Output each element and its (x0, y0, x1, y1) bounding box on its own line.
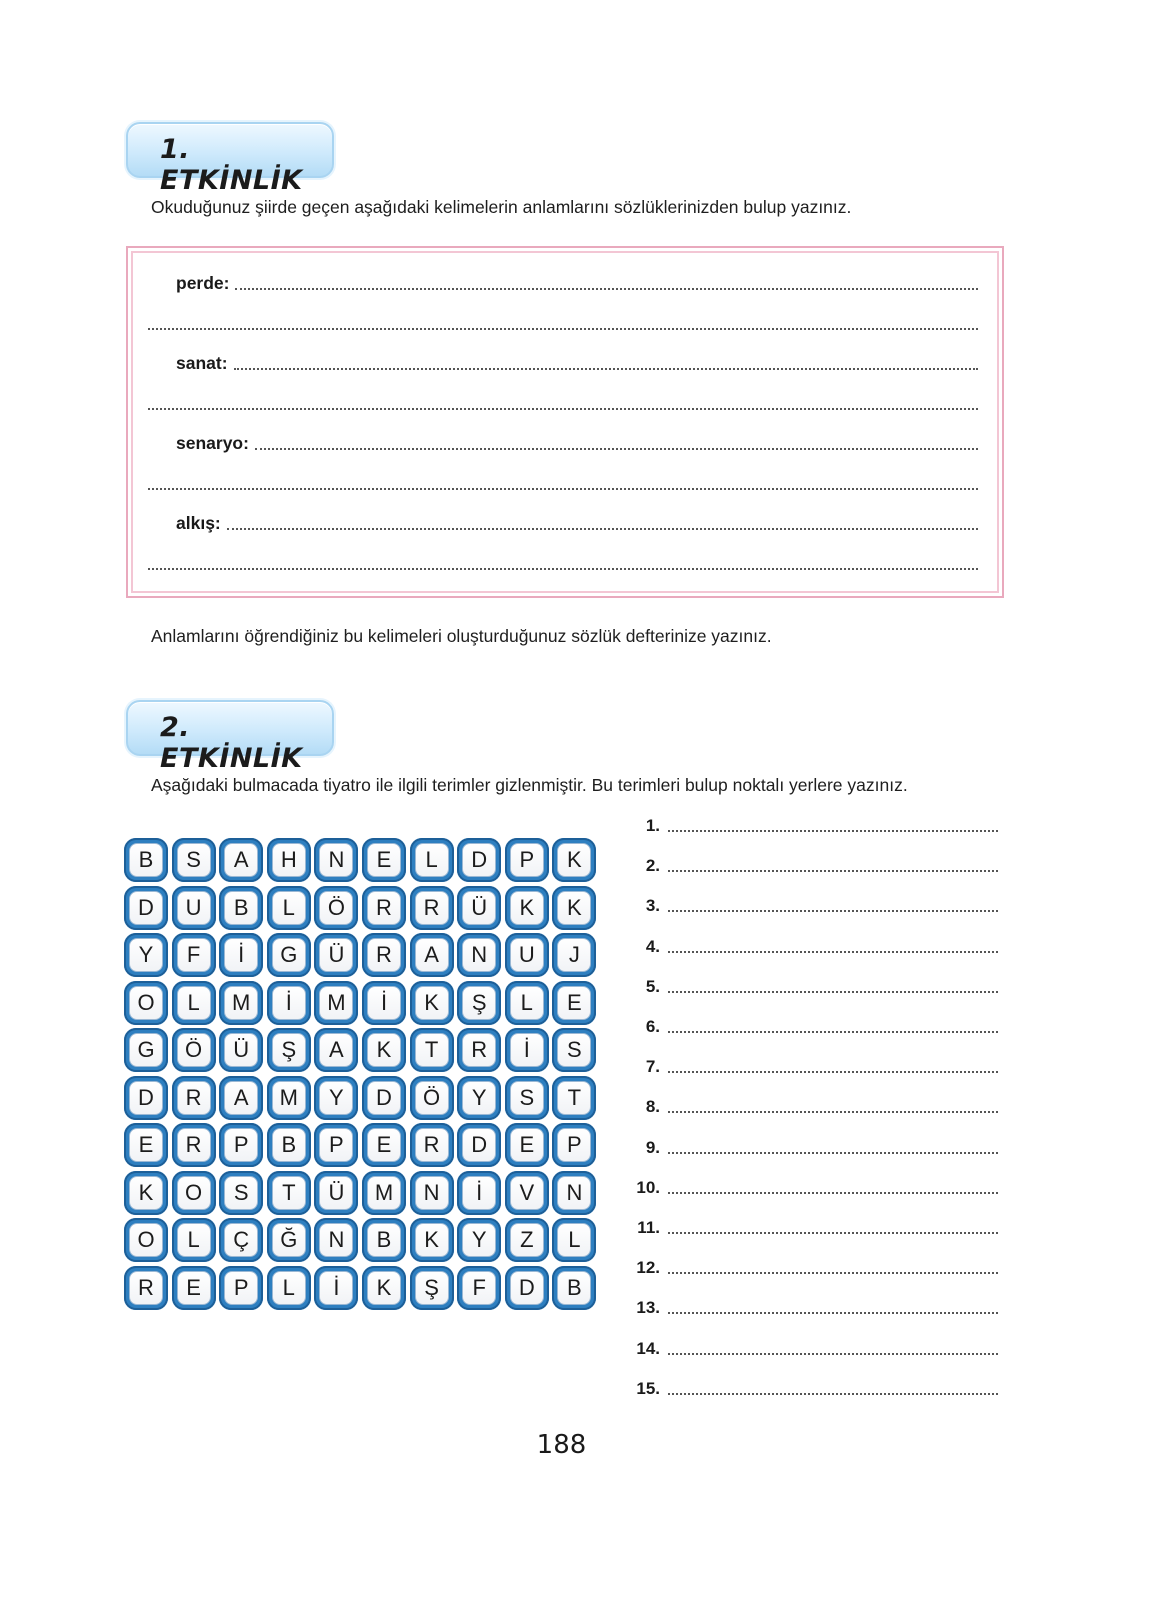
letter: Ş (415, 1271, 449, 1305)
letter-tile[interactable] (552, 1266, 596, 1310)
definition-line-continued[interactable] (148, 392, 978, 414)
letter: K (415, 1223, 449, 1257)
letter: R (177, 1128, 211, 1162)
dotted-line (668, 1152, 998, 1154)
dotted-line (235, 288, 978, 290)
answer-number: 14. (636, 1338, 660, 1358)
letter-tile[interactable] (457, 1028, 501, 1072)
answer-number: 11. (637, 1218, 660, 1237)
letter: G (272, 938, 306, 972)
letter-tile[interactable] (362, 981, 406, 1025)
letter: B (557, 1271, 591, 1305)
letter-tile[interactable] (219, 838, 263, 882)
letter: E (129, 1128, 163, 1162)
letter: V (510, 1176, 544, 1210)
letter-tile[interactable] (362, 1266, 406, 1310)
letter-tile[interactable] (314, 1218, 358, 1262)
dotted-line (227, 528, 978, 530)
activity-1-title: 1. ETKİNLİK (160, 134, 303, 196)
dotted-line (255, 448, 978, 450)
letter: İ (272, 986, 306, 1020)
letter-tile[interactable] (552, 838, 596, 882)
letter-tile[interactable] (457, 981, 501, 1025)
letter: K (367, 1271, 401, 1305)
answer-line[interactable] (626, 1335, 998, 1359)
answer-line[interactable] (626, 1375, 998, 1399)
dotted-line (668, 1393, 998, 1395)
letter-tile[interactable] (457, 1171, 501, 1215)
answer-line[interactable] (626, 1254, 998, 1278)
letter: P (224, 1128, 258, 1162)
letter-tile[interactable] (552, 1123, 596, 1167)
letter: H (272, 843, 306, 877)
letter-tile[interactable] (124, 1123, 168, 1167)
letter: D (367, 1081, 401, 1115)
letter-tile[interactable] (410, 981, 454, 1025)
letter: T (272, 1176, 306, 1210)
letter: M (224, 986, 258, 1020)
letter: K (415, 986, 449, 1020)
letter: K (510, 891, 544, 925)
definition-line-continued[interactable] (148, 472, 978, 494)
letter: L (510, 986, 544, 1020)
letter: T (415, 1033, 449, 1067)
answer-number: 8. (645, 1097, 660, 1117)
letter: Ü (224, 1033, 258, 1067)
letter: D (462, 843, 496, 877)
definitions-box (126, 246, 1004, 598)
letter-tile[interactable] (172, 838, 216, 882)
letter: Ü (319, 938, 353, 972)
dotted-line (148, 408, 978, 410)
dotted-line (148, 488, 978, 490)
activity-2-title: 2. ETKİNLİK (160, 712, 303, 774)
letter-tile[interactable] (410, 838, 454, 882)
letter: R (367, 938, 401, 972)
answer-line[interactable] (626, 933, 998, 957)
dotted-line (148, 568, 978, 570)
letter-tile[interactable] (267, 886, 311, 930)
letter: N (319, 843, 353, 877)
letter: M (367, 1176, 401, 1210)
answer-line[interactable] (626, 973, 998, 997)
letter: P (557, 1128, 591, 1162)
letter: L (557, 1223, 591, 1257)
dotted-line (668, 910, 998, 912)
letter-tile[interactable] (314, 981, 358, 1025)
letter-tile[interactable] (505, 933, 549, 977)
activity-2-instruction: Aşağıdaki bulmacada tiyatro ile ilgili terimler gizlenmiştir. Bu terimleri bulup noktalı yerlere yazınız. (151, 775, 908, 795)
letter-tile[interactable] (267, 1171, 311, 1215)
letter: O (129, 986, 163, 1020)
letter-tile[interactable] (219, 1218, 263, 1262)
letter-tile[interactable] (552, 981, 596, 1025)
definition-line-senaryo[interactable] (176, 432, 978, 454)
letter-tile[interactable] (410, 1123, 454, 1167)
letter-tile[interactable] (505, 1028, 549, 1072)
letter: Y (462, 1223, 496, 1257)
answer-number: 10. (636, 1177, 660, 1197)
letter-tile[interactable] (124, 1171, 168, 1215)
answer-line[interactable] (626, 1174, 998, 1198)
letter: A (319, 1033, 353, 1067)
letter-tile[interactable] (457, 1123, 501, 1167)
dotted-line (668, 951, 998, 953)
word-label: perde: (176, 273, 230, 293)
answer-line[interactable] (626, 892, 998, 916)
answer-number: 9. (645, 1137, 660, 1157)
letter-tile[interactable] (314, 1171, 358, 1215)
dotted-line (668, 1111, 998, 1113)
letter-tile[interactable] (314, 933, 358, 977)
letter-tile[interactable] (219, 886, 263, 930)
letter-tile[interactable] (267, 1028, 311, 1072)
word-label: alkış: (176, 513, 221, 533)
activity-1-footer: Anlamlarını öğrendiğiniz bu kelimeleri oluşturduğunuz sözlük defterinize yazınız. (151, 626, 772, 646)
letter: M (319, 986, 353, 1020)
letter-tile[interactable] (219, 1123, 263, 1167)
letter: Ş (272, 1033, 306, 1067)
letter-tile[interactable] (552, 933, 596, 977)
answer-number: 12. (636, 1258, 660, 1278)
letter: F (177, 938, 211, 972)
letter-tile[interactable] (410, 1266, 454, 1310)
dotted-line (668, 991, 998, 993)
answer-number: 1. (645, 816, 660, 835)
dotted-line (668, 1192, 998, 1194)
letter-tile[interactable] (172, 1266, 216, 1310)
letter-tile[interactable] (267, 838, 311, 882)
activity-1-instruction: Okuduğunuz şiirde geçen aşağıdaki kelimelerin anlamlarını sözlüklerinizden bulup yazınız. (151, 197, 852, 217)
letter: P (224, 1271, 258, 1305)
letter-tile[interactable] (362, 1123, 406, 1167)
letter-tile[interactable] (362, 838, 406, 882)
letter: K (557, 843, 591, 877)
letter: E (557, 986, 591, 1020)
letter-tile[interactable] (172, 1028, 216, 1072)
letter: B (129, 843, 163, 877)
letter-tile[interactable] (124, 1218, 168, 1262)
answer-line[interactable] (626, 1134, 998, 1158)
letter-tile[interactable] (172, 886, 216, 930)
letter-tile[interactable] (552, 1171, 596, 1215)
letter-tile[interactable] (124, 981, 168, 1025)
letter-tile[interactable] (314, 838, 358, 882)
letter: R (415, 1128, 449, 1162)
letter: B (272, 1128, 306, 1162)
letter-tile[interactable] (172, 1171, 216, 1215)
page-number: 188 (536, 1430, 587, 1460)
letter-tile[interactable] (267, 1076, 311, 1120)
letter: N (462, 938, 496, 972)
definition-line-alkis[interactable] (176, 512, 978, 534)
answer-line[interactable] (626, 1013, 998, 1037)
letter-tile[interactable] (124, 933, 168, 977)
letter: İ (319, 1271, 353, 1305)
letter-tile[interactable] (362, 886, 406, 930)
answer-line[interactable] (626, 1093, 998, 1117)
letter: R (415, 891, 449, 925)
letter-tile[interactable] (267, 1218, 311, 1262)
letter-tile[interactable] (172, 933, 216, 977)
letter: P (319, 1128, 353, 1162)
definition-line-continued[interactable] (148, 552, 978, 574)
letter: K (557, 891, 591, 925)
letter-tile[interactable] (219, 933, 263, 977)
letter-tile[interactable] (124, 838, 168, 882)
letter-tile[interactable] (362, 1028, 406, 1072)
letter-tile[interactable] (410, 886, 454, 930)
letter: S (510, 1081, 544, 1115)
letter: K (129, 1176, 163, 1210)
letter-tile[interactable] (172, 1076, 216, 1120)
letter: D (462, 1128, 496, 1162)
answer-line[interactable] (626, 1214, 998, 1238)
dotted-line (234, 368, 978, 370)
dotted-line (668, 1071, 998, 1073)
letter: Ş (462, 986, 496, 1020)
letter: Z (510, 1223, 544, 1257)
definition-line-perde[interactable] (176, 272, 978, 294)
activity-2-badge (126, 700, 334, 774)
letter: J (557, 938, 591, 972)
letter-tile[interactable] (505, 1123, 549, 1167)
letter: L (272, 891, 306, 925)
letter-tile[interactable] (410, 933, 454, 977)
answer-number: 4. (645, 936, 660, 956)
letter-tile[interactable] (172, 1123, 216, 1167)
letter-tile[interactable] (362, 1076, 406, 1120)
letter: K (367, 1033, 401, 1067)
letter: L (177, 1223, 211, 1257)
letter: A (224, 1081, 258, 1115)
letter: G (129, 1033, 163, 1067)
letter-tile[interactable] (219, 1171, 263, 1215)
letter-tile[interactable] (314, 1266, 358, 1310)
letter-tile[interactable] (410, 1076, 454, 1120)
letter-tile[interactable] (410, 1028, 454, 1072)
letter-tile[interactable] (314, 1076, 358, 1120)
letter: R (367, 891, 401, 925)
letter-tile[interactable] (267, 1266, 311, 1310)
letter-tile[interactable] (410, 1171, 454, 1215)
letter: Ğ (272, 1223, 306, 1257)
letter-tile[interactable] (505, 1266, 549, 1310)
letter: N (415, 1176, 449, 1210)
letter-tile[interactable] (457, 838, 501, 882)
letter-tile[interactable] (552, 886, 596, 930)
letter: U (510, 938, 544, 972)
dotted-line (668, 1232, 998, 1234)
letter: İ (224, 938, 258, 972)
letter: Y (462, 1081, 496, 1115)
letter: E (510, 1128, 544, 1162)
letter-tile[interactable] (124, 1028, 168, 1072)
letter: L (177, 986, 211, 1020)
answer-number: 5. (645, 976, 660, 996)
letter-tile[interactable] (457, 1266, 501, 1310)
letter: T (557, 1081, 591, 1115)
letter-tile[interactable] (124, 1076, 168, 1120)
dotted-line (668, 1031, 998, 1033)
word-label: senaryo: (176, 433, 249, 453)
answer-number: 7. (645, 1057, 660, 1077)
answer-number: 15. (636, 1378, 660, 1398)
letter: A (415, 938, 449, 972)
answer-number: 13. (636, 1298, 660, 1318)
letter-tile[interactable] (457, 1218, 501, 1262)
letter-tile[interactable] (552, 1028, 596, 1072)
letter-tile[interactable] (172, 981, 216, 1025)
activity-1-badge (126, 122, 334, 196)
answer-number: 6. (645, 1017, 660, 1036)
letter: M (272, 1081, 306, 1115)
letter: O (129, 1223, 163, 1257)
letter: İ (510, 1033, 544, 1067)
letter-tile[interactable] (505, 981, 549, 1025)
answer-line[interactable] (626, 1053, 998, 1077)
letter-tile[interactable] (267, 981, 311, 1025)
letter: R (462, 1033, 496, 1067)
letter: Ö (177, 1033, 211, 1067)
letter-tile[interactable] (410, 1218, 454, 1262)
letter-tile[interactable] (457, 1076, 501, 1120)
letter-tile[interactable] (219, 1266, 263, 1310)
letter-tile[interactable] (505, 1218, 549, 1262)
letter: S (224, 1176, 258, 1210)
letter: D (510, 1271, 544, 1305)
dotted-line (148, 328, 978, 330)
letter: R (129, 1271, 163, 1305)
letter-tile[interactable] (505, 886, 549, 930)
letter: B (367, 1223, 401, 1257)
letter-tile[interactable] (267, 1123, 311, 1167)
letter-tile[interactable] (219, 981, 263, 1025)
letter-tile[interactable] (314, 1028, 358, 1072)
letter: E (367, 843, 401, 877)
letter-tile[interactable] (314, 886, 358, 930)
letter: F (462, 1271, 496, 1305)
letter: Ö (415, 1081, 449, 1115)
dotted-line (668, 870, 998, 872)
dotted-line (668, 830, 998, 832)
letter-tile[interactable] (362, 1171, 406, 1215)
letter: Y (129, 938, 163, 972)
dotted-line (668, 1312, 998, 1314)
letter-tile[interactable] (219, 1028, 263, 1072)
letter-tile[interactable] (552, 1076, 596, 1120)
letter: S (177, 843, 211, 877)
letter: N (319, 1223, 353, 1257)
letter-tile[interactable] (552, 1218, 596, 1262)
answer-line[interactable] (626, 812, 998, 836)
dotted-line (668, 1272, 998, 1274)
letter: E (367, 1128, 401, 1162)
letter-tile[interactable] (505, 1076, 549, 1120)
letter-tile[interactable] (172, 1218, 216, 1262)
letter-tile[interactable] (267, 933, 311, 977)
letter: D (129, 1081, 163, 1115)
answer-line[interactable] (626, 852, 998, 876)
letter-tile[interactable] (314, 1123, 358, 1167)
letter: P (510, 843, 544, 877)
letter: A (224, 843, 258, 877)
letter: Ü (319, 1176, 353, 1210)
letter-tile[interactable] (362, 1218, 406, 1262)
letter: L (415, 843, 449, 877)
letter: Ü (462, 891, 496, 925)
letter: İ (367, 986, 401, 1020)
letter-tile[interactable] (219, 1076, 263, 1120)
letter-tile[interactable] (124, 1266, 168, 1310)
letter-tile[interactable] (362, 933, 406, 977)
word-label: sanat: (176, 353, 228, 373)
letter: E (177, 1271, 211, 1305)
answer-number: 3. (645, 896, 660, 916)
letter: L (272, 1271, 306, 1305)
letter: U (177, 891, 211, 925)
answer-number: 2. (645, 856, 660, 876)
letter: İ (462, 1176, 496, 1210)
letter: Ç (224, 1223, 258, 1257)
letter: R (177, 1081, 211, 1115)
letter-tile[interactable] (505, 1171, 549, 1215)
letter: Y (319, 1081, 353, 1115)
letter-tile[interactable] (124, 886, 168, 930)
definition-line-continued[interactable] (148, 312, 978, 334)
letter: B (224, 891, 258, 925)
letter-tile[interactable] (457, 886, 501, 930)
letter-tile[interactable] (505, 838, 549, 882)
answer-line[interactable] (626, 1294, 998, 1318)
definition-line-sanat[interactable] (176, 352, 978, 374)
dotted-line (668, 1353, 998, 1355)
letter: D (129, 891, 163, 925)
letter: O (177, 1176, 211, 1210)
letter-tile[interactable] (457, 933, 501, 977)
letter: N (557, 1176, 591, 1210)
letter: S (557, 1033, 591, 1067)
letter: Ö (319, 891, 353, 925)
